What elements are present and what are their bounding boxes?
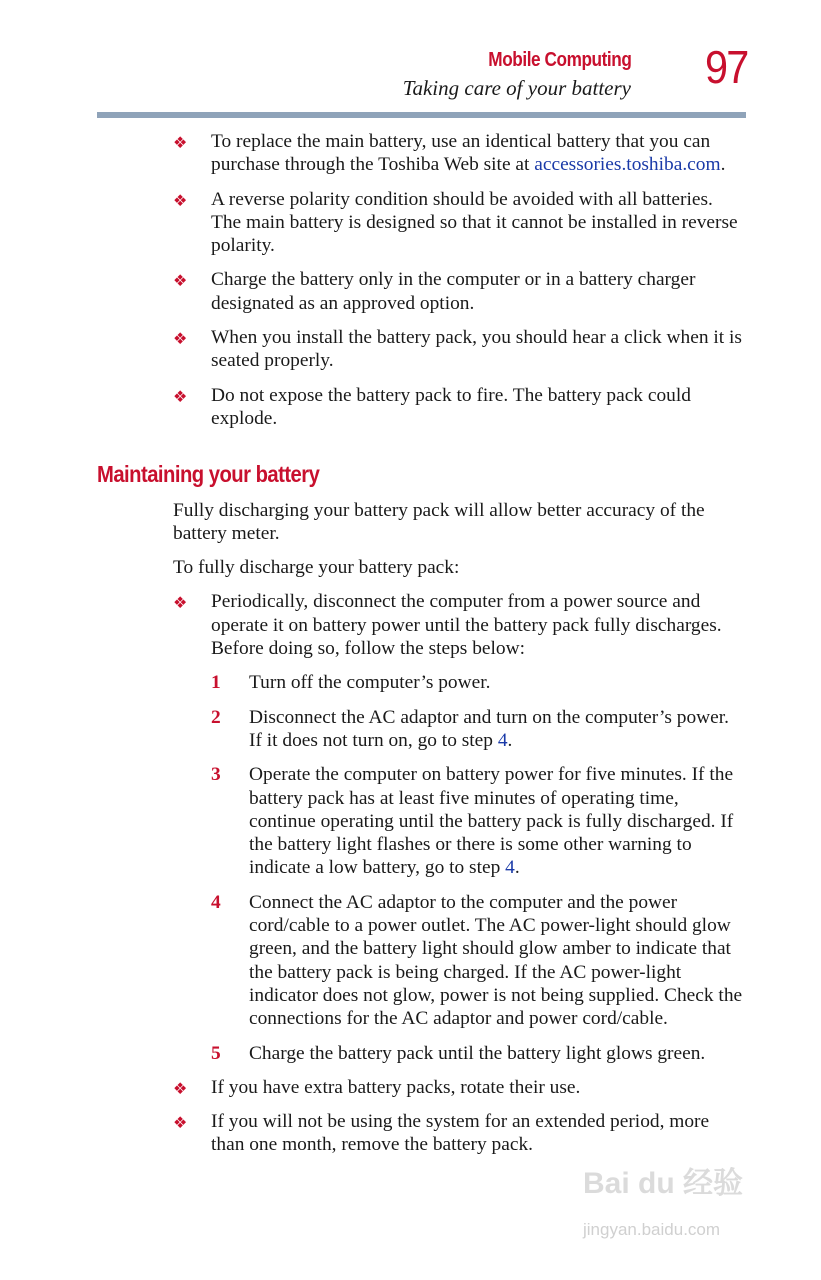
- step-number: 1: [211, 672, 221, 694]
- bullet-text: Periodically, disconnect the computer from a power source and operate it on battery power until the battery pack fully discharges. Before doing so, follow the steps below:: [211, 591, 722, 660]
- list-item: [173, 1076, 746, 1099]
- step-number: 5: [211, 1042, 221, 1064]
- header-rule: [97, 112, 746, 118]
- step-4-link[interactable]: 4: [505, 857, 515, 879]
- list-item: [173, 130, 746, 177]
- diamond-bullet-icon: ❖: [173, 386, 188, 406]
- bullet-text: When you install the battery pack, you should hear a click when it is seated properly.: [211, 327, 742, 372]
- bullet-text: Charge the battery only in the computer or in a battery charger designated as an approved option.: [211, 269, 696, 314]
- diamond-bullet-icon: ❖: [173, 1113, 188, 1133]
- step-number: 2: [211, 706, 221, 728]
- step-item: [211, 891, 746, 1031]
- step-text: Turn off the computer’s power.: [249, 672, 491, 694]
- step-item: [211, 706, 746, 753]
- list-item: [173, 590, 746, 1064]
- diamond-bullet-icon: ❖: [173, 190, 188, 210]
- bullet-text: Do not expose the battery pack to fire. The battery pack could explode.: [211, 384, 691, 429]
- bullet-text: If you will not be using the system for an extended period, more than one month, remove the battery pack.: [211, 1111, 710, 1156]
- toshiba-accessories-link[interactable]: accessories.toshiba.com: [534, 154, 721, 176]
- lead-in-paragraph: To fully discharge your battery pack:: [173, 557, 460, 579]
- list-item: [173, 326, 746, 373]
- diamond-bullet-icon: ❖: [173, 329, 188, 349]
- step-item: [211, 763, 746, 879]
- running-header-section: Taking care of your battery: [402, 76, 631, 100]
- bullet-text: To replace the main battery, use an identical battery that you can purchase through the Toshiba Web site at: [211, 131, 711, 176]
- list-item: [173, 268, 746, 315]
- page-number: 97: [705, 41, 748, 93]
- bullet-text-end: .: [720, 154, 726, 176]
- step-list: [211, 671, 746, 1064]
- bullet-list-maintain: [0, 590, 821, 1156]
- diamond-bullet-icon: ❖: [173, 593, 188, 613]
- step-text: Disconnect the AC adaptor and turn on the computer’s power. If it does not turn on, go to step: [249, 706, 729, 751]
- step-text: Operate the computer on battery power for five minutes. If the battery pack has at least five minutes of operating time, continue operating until the battery pack is fully discharged. If the battery light flashes or there is some other warning to indicate a low battery, go to step: [249, 764, 734, 879]
- page-body: [0, 130, 821, 1168]
- bullet-text: A reverse polarity condition should be avoided with all batteries. The main battery is designed so that it cannot be installed in reverse polarity.: [211, 188, 738, 257]
- baidu-watermark-url: jingyan.baidu.com: [583, 1220, 721, 1239]
- list-item: [173, 384, 746, 431]
- step-number: 3: [211, 764, 221, 786]
- step-4-link[interactable]: 4: [497, 729, 508, 751]
- intro-paragraph: Fully discharging your battery pack will allow better accuracy of the battery meter.: [173, 499, 705, 544]
- step-text: Charge the battery pack until the battery light glows green.: [249, 1042, 706, 1064]
- section-heading: Maintaining your battery: [97, 461, 320, 488]
- step-text: Connect the AC adaptor to the computer and the power cord/cable to a power outlet. The AC power-light should glow green, and the battery light should glow amber to indicate that the battery pack is being charged. If the AC power-light indicator does not glow, power is not being supplied. Check the connections for the AC adaptor and power cord/cable.: [249, 891, 743, 1030]
- baidu-watermark-logo: Bai du 经验: [583, 1167, 744, 1200]
- step-number: 4: [211, 891, 221, 913]
- diamond-bullet-icon: ❖: [173, 133, 188, 152]
- list-item: [173, 1110, 746, 1157]
- step-item: [211, 1042, 746, 1065]
- bullet-text: If you have extra battery packs, rotate their use.: [211, 1076, 581, 1098]
- diamond-bullet-icon: ❖: [173, 271, 188, 291]
- step-item: [211, 671, 746, 694]
- list-item: [173, 188, 746, 258]
- bullet-list-top: [0, 130, 821, 430]
- diamond-bullet-icon: ❖: [173, 1078, 188, 1098]
- step-text-end: .: [507, 729, 513, 751]
- running-header-chapter: Mobile Computing: [487, 49, 631, 71]
- step-text-end: .: [514, 857, 520, 879]
